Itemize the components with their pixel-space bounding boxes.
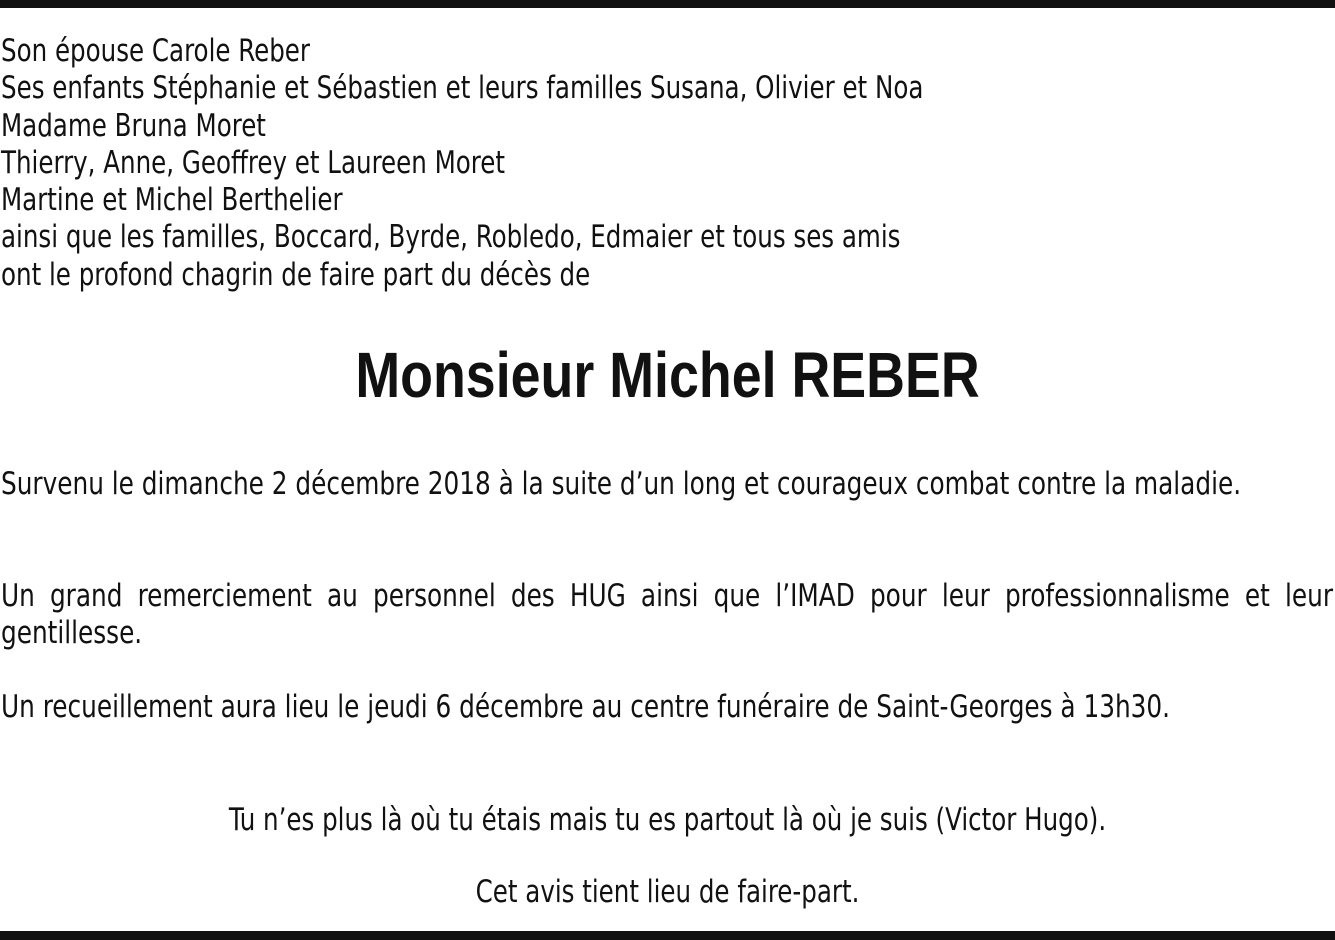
family-line: Martine et Michel Berthelier bbox=[1, 182, 343, 219]
family-line: Madame Bruna Moret bbox=[1, 107, 266, 144]
quote-line: Tu n’es plus là où tu étais mais tu es partout là où je suis (Victor Hugo). bbox=[228, 802, 1107, 838]
family-list bbox=[1, 33, 923, 294]
closing-notice: Cet avis tient lieu de faire-part. bbox=[475, 874, 860, 910]
thanks-paragraph: Un grand remerciement au personnel des HUG ainsi que l’IMAD pour leur professionnalisme et leur gentillesse. bbox=[1, 578, 1333, 651]
ceremony-paragraph: Un recueillement aura lieu le jeudi 6 décembre au centre funéraire de Saint-Georges à 13h30. bbox=[1, 689, 1171, 725]
circumstances-paragraph: Survenu le dimanche 2 décembre 2018 à la suite d’un long et courageux combat contre la maladie. bbox=[1, 466, 1242, 502]
top-border-rule bbox=[0, 0, 1335, 8]
family-line: Thierry, Anne, Geoffrey et Laureen Moret bbox=[1, 144, 506, 181]
family-line: Son épouse Carole Reber bbox=[1, 33, 311, 69]
family-line: Ses enfants Stéphanie et Sébastien et leurs familles Susana, Olivier et Noa bbox=[1, 70, 924, 107]
bottom-border-rule bbox=[0, 931, 1335, 940]
family-line: ainsi que les familles, Boccard, Byrde, Robledo, Edmaier et tous ses amis bbox=[1, 219, 901, 256]
family-line: ont le profond chagrin de faire part du décès de bbox=[1, 256, 591, 293]
deceased-name-heading: Monsieur Michel REBER bbox=[355, 339, 980, 411]
